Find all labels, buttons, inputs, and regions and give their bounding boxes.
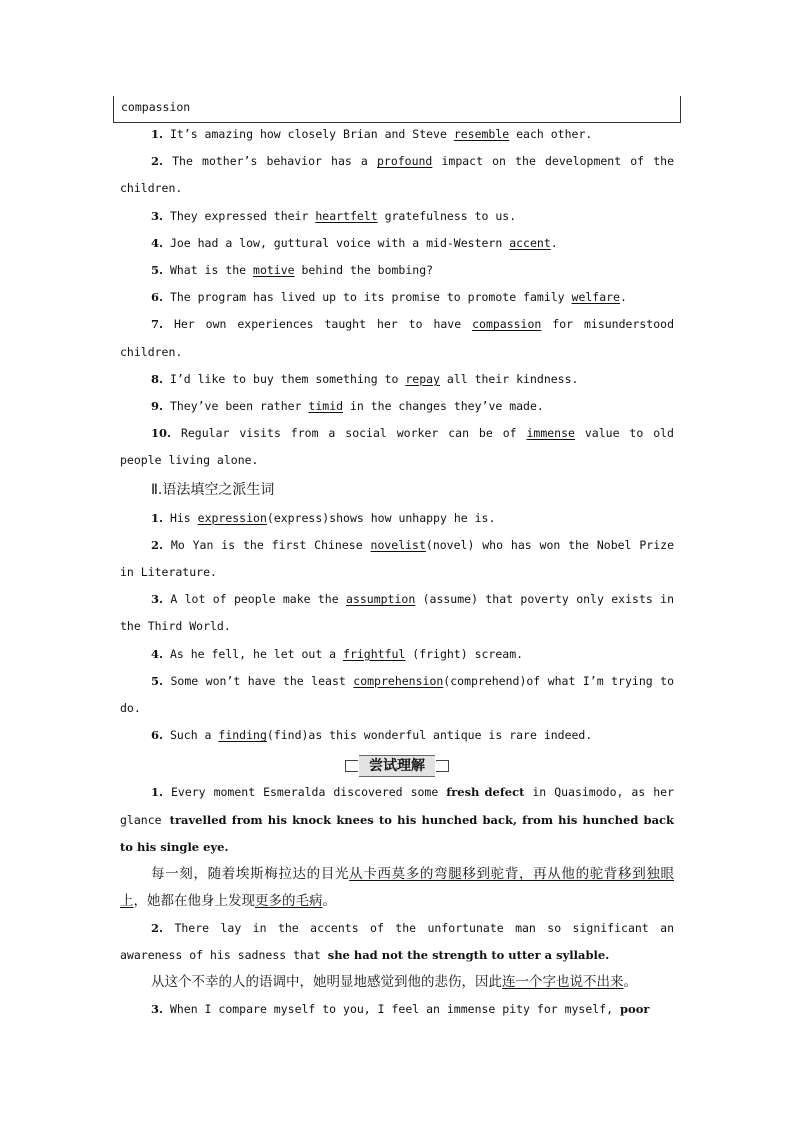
part2-heading: Ⅱ.语法填空之派生词 <box>151 481 275 498</box>
item-number: 3. <box>151 592 164 607</box>
item-text: It’s amazing how closely Brian and Steve <box>163 127 454 141</box>
exercise-item <box>120 668 674 722</box>
word-bank-word: compassion <box>121 100 191 114</box>
item-text: They expressed their <box>163 208 316 223</box>
exercise-item <box>120 284 674 311</box>
exercise-item <box>120 532 674 586</box>
item-number: 1. <box>151 127 164 141</box>
answer-blank: compassion <box>472 317 542 332</box>
item-number: 8. <box>151 371 164 386</box>
item-text: (assume) that poverty only exists in the Third World. <box>120 592 674 634</box>
item-text: (express)shows how unhappy he is. <box>266 510 496 525</box>
item-text: all their kindness. <box>439 371 579 386</box>
answer-blank: repay <box>405 371 440 386</box>
exercise-item <box>120 230 674 257</box>
item-text: in the changes they’ve made. <box>343 399 544 414</box>
item-text: His <box>163 510 198 525</box>
exercise-item <box>120 257 674 284</box>
item-text: They’ve been rather <box>163 399 309 414</box>
answer-blank: profound <box>376 154 433 169</box>
exercise-item <box>120 641 674 668</box>
item-number: 10. <box>151 426 172 441</box>
understand-translation-2: 从这个不幸的人的语调中，她明显地感觉到他的悲伤，因此连一个字也说不出来。 <box>151 974 637 991</box>
item-text: Joe had a low, guttural voice with a mid-Western <box>163 235 510 250</box>
vocab-fill-section <box>120 121 674 475</box>
item-text: (comprehend)of what I’m trying to do. <box>120 673 674 716</box>
item-text: value to old people living alone. <box>120 426 674 468</box>
item-text: The program has lived up to its promise to promote family <box>163 290 572 305</box>
derivative-fill-section <box>120 505 674 750</box>
item-text: A lot of people make the <box>163 592 347 607</box>
item-text: (fright) scream. <box>405 646 524 661</box>
understand-sentence-2: 2. There lay in the accents of the unfortunate man so significant an awareness of his sadness that she had not the strength to utter a syllable. <box>120 921 674 963</box>
answer-blank: novelist <box>370 537 426 552</box>
item-text: . <box>550 235 558 250</box>
item-number: 4. <box>151 235 164 250</box>
item-text: Regular visits from a social worker can be of <box>171 426 527 441</box>
item-text: . <box>619 290 627 305</box>
exercise-item <box>120 121 674 148</box>
exercise-item <box>120 586 674 640</box>
item-number: 6. <box>151 728 164 743</box>
word-bank-box <box>113 96 681 123</box>
item-text: Some won’t have the least <box>163 673 354 688</box>
section-banner: 尝试理解 <box>359 755 435 777</box>
item-number: 9. <box>151 399 164 414</box>
item-number: 6. <box>151 290 164 305</box>
exercise-item <box>120 420 674 474</box>
item-text: What is the <box>163 263 254 278</box>
item-number: 2. <box>151 154 164 169</box>
item-text: (find)as this wonderful antique is rare indeed. <box>266 728 593 743</box>
item-text: gratefulness to us. <box>377 208 517 223</box>
item-number: 2. <box>151 537 164 552</box>
item-text: The mother’s behavior has a <box>163 154 377 169</box>
exercise-item <box>120 311 674 365</box>
answer-blank: timid <box>308 399 344 414</box>
understand-sentence-1: 1. Every moment Esmeralda discovered some fresh defect in Quasimodo, as her glance travelled from his knock knees to his hunched back, from his hunched back to his single eye. <box>120 785 675 854</box>
item-text: Mo Yan is the first Chinese <box>163 537 371 552</box>
answer-blank: finding <box>218 728 267 743</box>
item-text: As he fell, he let out a <box>163 646 344 661</box>
exercise-item <box>120 393 674 420</box>
answer-blank: expression <box>197 510 267 525</box>
item-number: 3. <box>151 208 164 223</box>
exercise-item <box>120 203 674 230</box>
answer-blank: motive <box>253 263 295 278</box>
answer-blank: resemble <box>453 127 510 141</box>
item-text: impact on the development of the children. <box>120 154 674 196</box>
item-text: each other. <box>509 127 593 141</box>
understand-sentence-3: 3. When I compare myself to you, I feel an immense pity for myself, poor <box>151 1002 650 1017</box>
exercise-item <box>120 722 674 749</box>
answer-blank: welfare <box>571 290 620 305</box>
item-text: (novel) who has won the Nobel Prize in Literature. <box>120 537 674 580</box>
exercise-item <box>120 148 674 202</box>
answer-blank: assumption <box>346 592 416 607</box>
content-column <box>120 121 674 1024</box>
item-number: 5. <box>151 263 164 278</box>
item-text: Her own experiences taught her to have <box>163 317 473 332</box>
exercise-item <box>120 366 674 393</box>
answer-blank: accent <box>509 235 551 250</box>
answer-blank: frightful <box>343 646 406 661</box>
understand-translation-1: 每一刻，随着埃斯梅拉达的目光从卡西莫多的弯腿移到驼背，再从他的驼背移到独眼上，她都在他身上发现更多的毛病。 <box>120 866 675 910</box>
item-number: 7. <box>151 317 164 332</box>
item-number: 1. <box>151 510 164 525</box>
answer-blank: heartfelt <box>315 208 378 223</box>
item-text: Such a <box>163 728 219 743</box>
answer-blank: immense <box>526 426 575 441</box>
item-number: 4. <box>151 646 164 661</box>
item-text: behind the bombing? <box>294 263 434 278</box>
banner-row <box>120 749 674 779</box>
item-number: 5. <box>151 673 164 688</box>
item-text: for misunderstood children. <box>120 317 674 359</box>
answer-blank: comprehension <box>353 673 444 688</box>
item-text: I’d like to buy them something to <box>163 371 406 386</box>
exercise-item <box>120 505 674 532</box>
